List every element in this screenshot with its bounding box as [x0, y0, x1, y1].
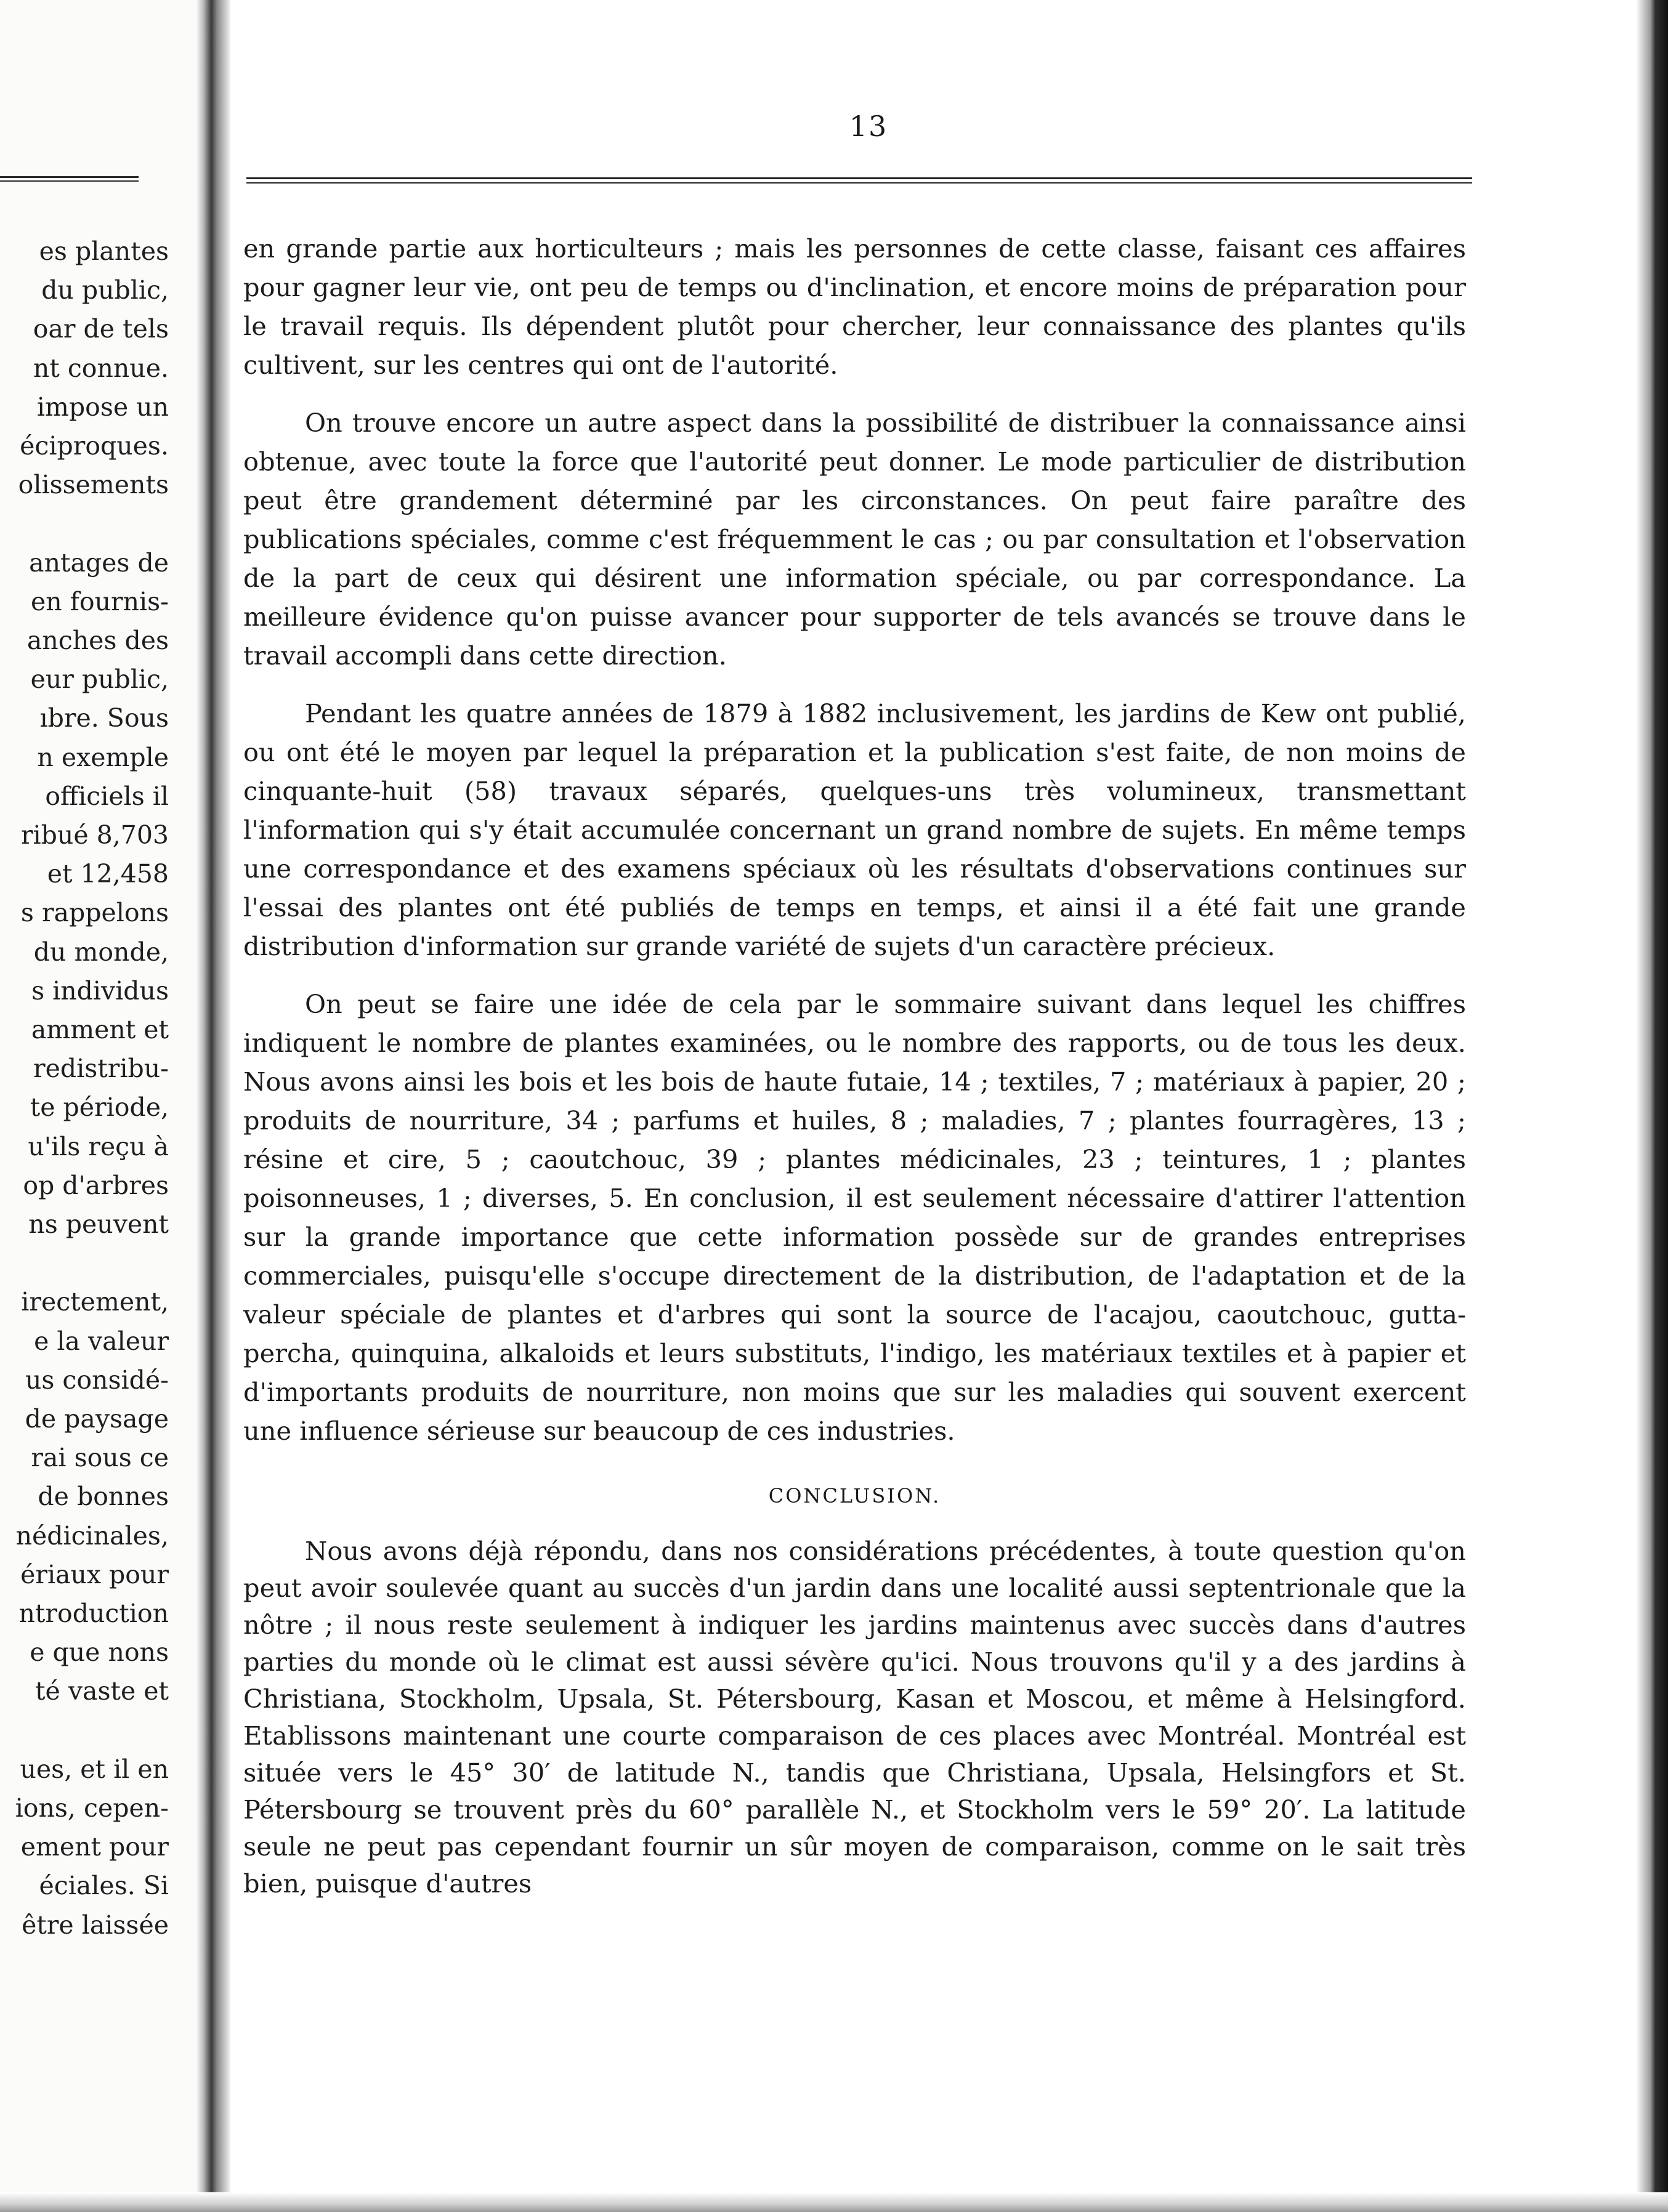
section-heading: CONCLUSION. [768, 1484, 941, 1508]
left-page-line: e que nons [30, 1637, 169, 1668]
left-page-line: ribué 8,703 [20, 820, 169, 850]
book-gutter [196, 0, 230, 2212]
left-page-line: officiels il [45, 781, 169, 811]
paragraph-4: On peut se faire une idée de cela par le sommaire suivant dans lequel les chiffres indiquent le nombre de plantes examinées, ou le nombre des rapports, ou de tous les deux. Nous avons ainsi les bois et les bois de haute futaie, 14 ; textiles, 7 ; matériaux à papier, 20 ; produits de nourriture, 34 ; parfums et huiles, 8 ; maladies, 7 ; plantes fourragères, 13 ; résine et cire, 5 ; caoutchouc, 39 ; plantes médicinales, 23 ; teintures, 1 ; plantes poisonneuses, 1 ; diverses, 5. En conclusion, il est seulement nécessaire d'attirer l'attention sur la grande importance que cette information possède sur de grandes entreprises commerciales, puisqu'elle s'occupe directement de la distribution, de l'adaptation et de la valeur spéciale de plantes et d'arbres qui sont la source de l'acajou, caoutchouc, gutta-percha, quinquina, alkaloids et leurs substituts, l'indigo, les matériaux textiles et à papier et d'importants produits de nourriture, non moins que sur les maladies qui souvent exercent une influence sérieuse sur beaucoup de ces industries. [243, 989, 1466, 1446]
left-page-line: antages de [29, 547, 169, 578]
left-page-line: ıbre. Sous [39, 703, 169, 733]
left-page-line: amment et [31, 1015, 169, 1044]
left-page-line: s rappelons [20, 898, 169, 928]
left-page-line: ues, et il en [20, 1754, 169, 1784]
left-page-line: es plantes [39, 236, 169, 266]
left-page-line: té vaste et [35, 1676, 169, 1706]
left-page-line: éciales. Si [39, 1871, 169, 1901]
left-page-line: rai sous ce [31, 1443, 169, 1473]
left-page-line: redistribu- [33, 1054, 169, 1084]
left-page-line: ntroduction [18, 1599, 169, 1628]
page-body [243, 229, 1466, 1902]
left-page-line: de bonnes [38, 1482, 169, 1512]
left-page-line: nt connue. [33, 353, 169, 383]
left-page-line: de paysage [25, 1404, 169, 1434]
left-page-line: du public, [41, 275, 169, 305]
left-page-line: op d'arbres [23, 1170, 169, 1200]
page-edge-right [1636, 0, 1668, 2212]
left-page-line: et 12,458 [47, 859, 169, 889]
left-page-header-rule [0, 176, 139, 182]
left-page-line: ement pour [20, 1832, 169, 1862]
left-page-line: te période, [30, 1092, 169, 1123]
left-page-line: eur public, [30, 664, 169, 695]
paragraph-3: Pendant les quatre années de 1879 à 1882 inclusivement, les jardins de Kew ont publié, ou ont été le moyen par lequel la préparation et la publication s'est faite, de non moins de cinquante-huit (58) travaux séparés, quelques-uns très volumineux, transmettant l'information qui s'y était accumulée concernant un grand nombre de sujets. En même temps une correspondance et des examens spéciaux où les résultats d'observations continues sur l'essai des plantes ont été publiés de temps en temps, et ainsi il a été fait une grande distribution d'information sur grande variété de sujets d'un caractère précieux. [243, 698, 1466, 961]
left-page-line: éciproques. [20, 431, 169, 461]
left-page-line: ériaux pour [20, 1559, 169, 1589]
left-page-line: ns peuvent [28, 1209, 169, 1239]
left-page-line: en fournis- [31, 586, 169, 616]
left-page-line: e la valeur [34, 1326, 169, 1356]
left-page-line: être laissée [22, 1910, 169, 1940]
paragraph-2: On trouve encore un autre aspect dans la possibilité de distribuer la connaissance ainsi obtenue, avec toute la force que l'autorité peut donner. Le mode particulier de distribution peut être grandement déterminé par les circonstances. On peut faire paraître des publications spéciales, comme c'est fréquemment le cas ; ou par consultation et l'observation de la part de ceux qui désirent une information spéciale, ou par correspondance. La meilleure évidence qu'on puisse avancer pour supporter de tels avancés se trouve dans le travail accompli dans cette direction. [243, 408, 1466, 671]
left-page-line: us considé- [25, 1365, 169, 1395]
left-page-line: n exemple [37, 742, 169, 772]
left-page-line: ions, cepen- [15, 1793, 169, 1823]
left-page-line: s individus [31, 975, 169, 1006]
left-page-line: anches des [26, 626, 169, 655]
left-page-line: irectement, [21, 1287, 169, 1317]
left-page-fragment [0, 0, 203, 2212]
left-page-line: oar de tels [33, 314, 169, 344]
conclusion-paragraph: Nous avons déjà répondu, dans nos considérations précédentes, à toute question qu'on peut avoir soulevée quant au succès d'un jardin dans une localité aussi septentrionale que la nôtre ; il nous reste seulement à indiquer les jardins maintenus avec succès dans d'autres parties du monde où le climat est aussi sévère qu'ici. Nous trouvons qu'il y a des jardins à Christiana, Stockholm, Upsala, St. Pétersbourg, Kasan et Moscou, et même à Helsingford. Etablissons maintenant une courte comparaison de ces places avec Montréal. Montréal est située vers le 45° 30′ de latitude N., tandis que Christiana, Upsala, Helsingfors et St. Pétersbourg se trouvent près du 60° parallèle N., et Stockholm vers le 59° 20′. La latitude seule ne peut pas cependant fournir un sûr moyen de comparaison, comme on le sait très bien, puisque d'autres [243, 1536, 1466, 1899]
left-page-line: olissements [18, 470, 169, 500]
paragraph-1: en grande partie aux horticulteurs ; mais les personnes de cette classe, faisant ces affaires pour gagner leur vie, ont peu de temps ou d'inclination, et encore moins de préparation pour le travail requis. Ils dépendent plutôt pour chercher, leur connaissance des plantes qu'ils cultivent, sur les centres qui ont de l'autorité. [243, 233, 1466, 380]
left-page-line: impose un [36, 392, 169, 422]
header-rule [246, 177, 1472, 184]
page-number: 13 [849, 110, 888, 143]
left-page-line: u'ils reçu à [28, 1131, 169, 1161]
left-page-line: du monde, [33, 937, 169, 967]
page-edge-bottom [0, 2192, 1668, 2212]
left-page-line: nédicinales, [15, 1520, 169, 1551]
